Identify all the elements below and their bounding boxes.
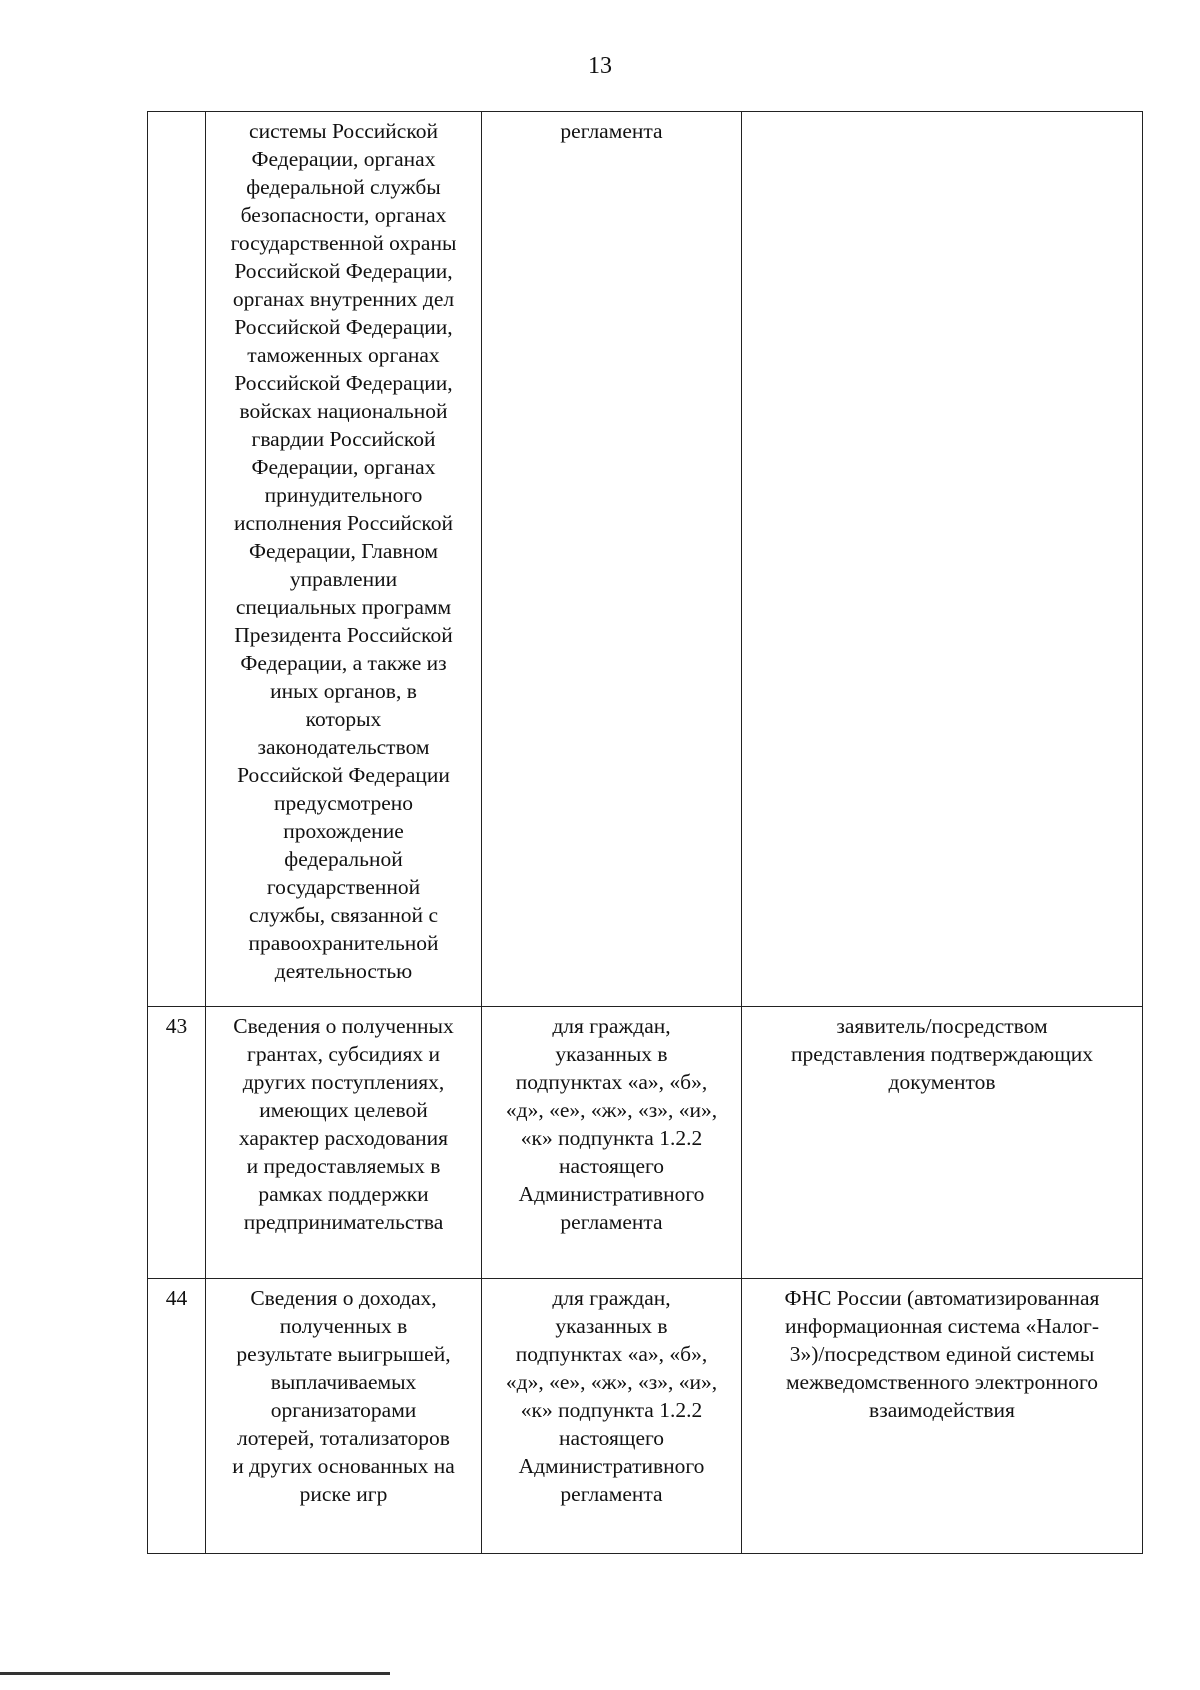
- row-number-cell: 43: [148, 1007, 206, 1279]
- documents-table: [147, 111, 1143, 1554]
- source-cell: [742, 112, 1143, 1007]
- applicability-cell: регламента: [482, 112, 742, 1007]
- info-cell: системы Российской Федерации, органах федеральной службы безопасности, органах государственной охраны Российской Федерации, органах внутренних дел Российской Федерации, таможенных органах Российской Федерации, войсках национальной гвардии Российской Федерации, органах принудительного исполнения Российской Федерации, Главном управлении специальных программ Президента Российской Федерации, а также из иных органов, в которых законодательством Российской Федерации предусмотрено прохождение федеральной государственной службы, связанной с правоохранительной деятельностью: [206, 112, 482, 1007]
- source-cell: ФНС России (автоматизированная информационная система «Налог- 3»)/посредством единой системы межведомственного электронного взаимодействия: [742, 1279, 1143, 1554]
- info-cell: Сведения о доходах, полученных в результате выигрышей, выплачиваемых организаторами лотерей, тотализаторов и других основанных на риске игр: [206, 1279, 482, 1554]
- row-number-cell: 44: [148, 1279, 206, 1554]
- applicability-cell: для граждан, указанных в подпунктах «а», «б», «д», «е», «ж», «з», «и», «к» подпункта 1.2.2 настоящего Административного регламента: [482, 1279, 742, 1554]
- table-row: [148, 112, 1143, 1007]
- info-cell: Сведения о полученных грантах, субсидиях и других поступлениях, имеющих целевой характер расходования и предоставляемых в рамках поддержки предпринимательства: [206, 1007, 482, 1279]
- table-row: [148, 1007, 1143, 1279]
- row-number-cell: [148, 112, 206, 1007]
- scan-edge-line: [0, 1672, 390, 1675]
- applicability-cell: для граждан, указанных в подпунктах «а», «б», «д», «е», «ж», «з», «и», «к» подпункта 1.2.2 настоящего Административного регламента: [482, 1007, 742, 1279]
- source-cell: заявитель/посредством представления подтверждающих документов: [742, 1007, 1143, 1279]
- page-number: 13: [588, 53, 612, 79]
- table-row: [148, 1279, 1143, 1554]
